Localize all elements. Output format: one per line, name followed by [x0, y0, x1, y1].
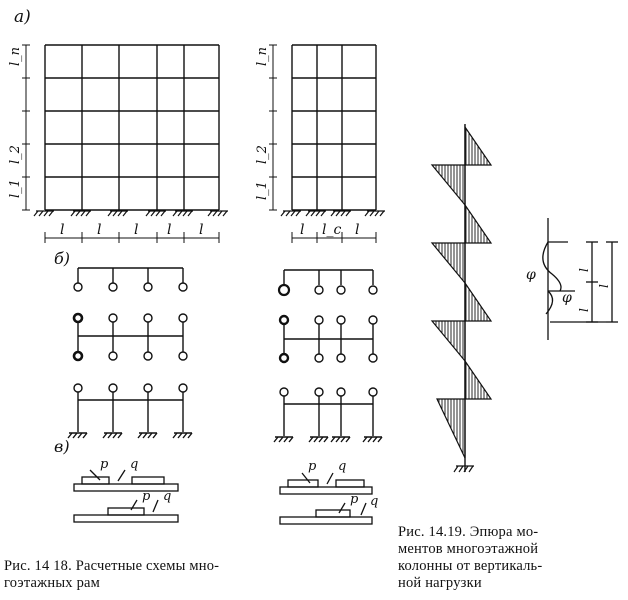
- right-v-beam-1: [280, 473, 372, 494]
- right-span-label-1: l: [300, 222, 305, 238]
- left-b-row1: [74, 268, 187, 291]
- right-story-label-l2: l_2: [255, 145, 270, 164]
- left-frame-supports: [34, 211, 228, 216]
- right-b-row2: [280, 316, 377, 362]
- right-story-label-ln: l_n: [255, 46, 270, 66]
- panel-v-label: в): [54, 437, 70, 456]
- caption-14-19-line2: ментов многоэтажной: [398, 541, 539, 557]
- span-label-1: l: [60, 222, 65, 238]
- right-load-p2: p: [350, 492, 359, 507]
- right-span-label-2: l_c: [322, 222, 342, 238]
- left-load-p2: p: [142, 489, 151, 504]
- right-b-row3: [274, 388, 382, 442]
- dim-label-3: l: [597, 284, 611, 288]
- left-b-row2: [74, 314, 187, 360]
- caption-14-18-line2: гоэтажных рам: [4, 575, 101, 591]
- span-label-3: l: [134, 222, 139, 238]
- right-story-label-l1: l_1: [255, 181, 270, 200]
- right-span-label-3: l: [355, 222, 360, 238]
- panel-a-label: а): [14, 7, 31, 27]
- left-frame-grid: [45, 45, 219, 210]
- story-label-l1: l_1: [8, 179, 23, 198]
- span-label-4: l: [167, 222, 172, 238]
- story-label-ln: l_n: [8, 46, 23, 66]
- caption-fig-14-18: [4, 558, 364, 592]
- left-load-q2: q: [163, 489, 172, 504]
- story-label-l2: l_2: [8, 145, 23, 164]
- span-label-2: l: [97, 222, 102, 238]
- caption-14-19-line3: колонны от вертикаль-: [398, 558, 543, 574]
- right-frame-story-dimension: [269, 45, 277, 210]
- caption-14-19-line1: Рис. 14.19. Эпюра мо-: [398, 524, 539, 540]
- right-frame-supports: [281, 211, 385, 216]
- angle-label-1: φ: [526, 267, 536, 283]
- left-frame-span-dimension: [45, 232, 219, 243]
- left-load-q: q: [130, 457, 139, 472]
- caption-fig-14-19: [398, 524, 626, 592]
- column-detail-sketch: [543, 218, 618, 340]
- moment-diagram: [432, 124, 491, 472]
- panel-b-label: б): [54, 249, 71, 268]
- left-frame-story-dimension: [22, 45, 30, 210]
- left-load-p: p: [100, 457, 109, 472]
- right-load-q: q: [338, 459, 347, 474]
- dim-label-1: l: [577, 268, 591, 272]
- dim-label-2: l: [577, 308, 591, 312]
- right-b-row1: [279, 270, 377, 295]
- span-label-5: l: [199, 222, 204, 238]
- left-v-beam-1: [74, 470, 178, 491]
- right-load-q2: q: [370, 494, 379, 509]
- left-b-row3: [68, 384, 192, 438]
- right-load-p: p: [308, 459, 317, 474]
- caption-14-19-line4: ной нагрузки: [398, 575, 482, 591]
- angle-label-2: φ: [562, 290, 572, 306]
- caption-14-18-line1: Рис. 14 18. Расчетные схемы мно-: [4, 558, 220, 574]
- right-frame-grid: [292, 45, 376, 210]
